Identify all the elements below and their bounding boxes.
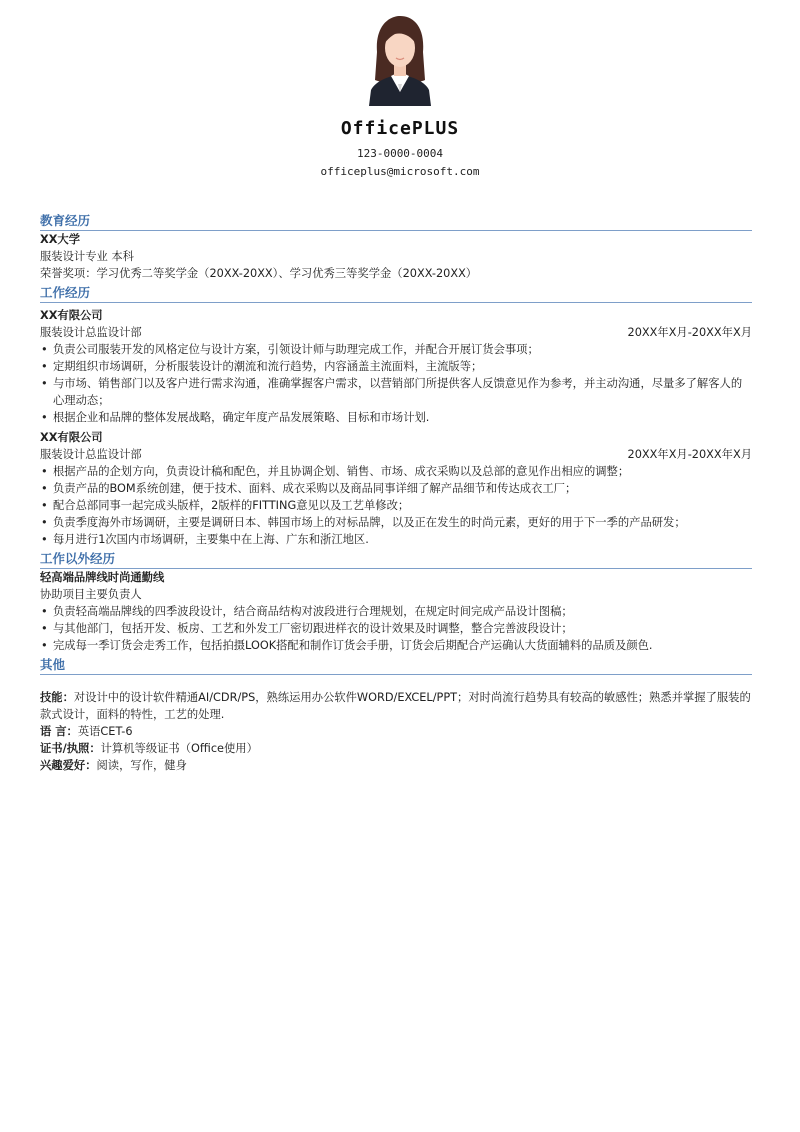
hobbies: [40, 757, 752, 774]
job-entry: [40, 307, 752, 426]
list-item: • 配合总部同事一起完成头版样，2版样的FITTING意见以及工艺单修改；: [40, 497, 752, 514]
company-name: XX有限公司: [40, 309, 103, 322]
certificates-text: 计算机等级证书（Office使用）: [100, 742, 258, 755]
major-degree: 服装设计专业 本科: [40, 250, 134, 263]
certificates-label: 证书/执照：: [40, 742, 101, 755]
honors: 荣誉奖项：学习优秀二等奖学金（20XX-20XX）、学习优秀三等奖学金（20XX-20XX）: [40, 267, 478, 280]
list-item: • 负责季度海外市场调研，主要是调研日本、韩国市场上的对标品牌，以及正在发生的时尚元素，更好的用于下一季的产品研发；: [40, 514, 752, 531]
job-position: 服装设计总监设计部: [40, 448, 142, 461]
section-title-other: 其他: [40, 657, 66, 672]
job-position: 服装设计总监设计部: [40, 326, 142, 339]
project-bullets: [40, 603, 752, 654]
list-item: • 与市场、销售部门以及客户进行需求沟通，准确掌握客户需求，以营销部门所提供客人反馈意见作为参考，并主动沟通，尽量多了解客人的心理动态；: [40, 375, 752, 409]
school-name: XX大学: [40, 233, 81, 246]
list-item: • 负责轻高端品牌线的四季波段设计，结合商品结构对波段进行合理规划，在规定时间完成产品设计图稿；: [40, 603, 752, 620]
list-item: • 每月进行1次国内市场调研，主要集中在上海、广东和浙江地区.: [40, 531, 752, 548]
certificates: [40, 740, 752, 757]
email-address: officeplus@microsoft.com: [320, 165, 480, 178]
language-text: 英语CET-6: [77, 725, 133, 738]
list-item: • 定期组织市场调研，分析服装设计的潮流和流行趋势，内容涵盖主流面料，主流版等；: [40, 358, 752, 375]
section-title-other-experience: 工作以外经历: [40, 551, 116, 566]
list-item: • 根据产品的企划方向，负责设计稿和配色，并且协调企划、销售、市场、成衣采购以及总部的意见作出相应的调整；: [40, 463, 752, 480]
female-avatar-icon: [365, 14, 435, 106]
job-bullets: [40, 463, 752, 548]
job-header: [40, 324, 752, 341]
candidate-name: OfficePLUS: [340, 118, 460, 139]
phone-number: 123-0000-0004: [356, 147, 444, 160]
job-entry: [40, 429, 752, 548]
language-label: 语 言：: [40, 725, 78, 738]
skills-label: 技能：: [40, 691, 74, 704]
skills-text: 对设计中的设计软件精通AI/CDR/PS，熟练运用办公软件WORD/EXCEL/PPT；对时尚流行趋势具有较高的敏感性；熟悉并掌握了服装的款式设计，面料的特性，工艺的处理.: [40, 691, 751, 721]
skills: [40, 689, 752, 723]
job-date: 20XX年X月-20XX年X月: [627, 326, 752, 339]
project-name: 轻高端品牌线时尚通勤线: [40, 571, 165, 584]
list-item: • 负责产品的BOM系统创建，便于技术、面料、成衣采购以及商品同事详细了解产品细节和传达成衣工厂；: [40, 480, 752, 497]
list-item: • 完成每一季订货会走秀工作，包括拍摄LOOK搭配和制作订货会手册，订货会后期配合产运确认大货面辅料的品质及颜色.: [40, 637, 752, 654]
hobbies-label: 兴趣爱好：: [40, 759, 97, 772]
list-item: • 根据企业和品牌的整体发展战略，确定年度产品发展策略、目标和市场计划.: [40, 409, 752, 426]
company-name: XX有限公司: [40, 431, 103, 444]
project-role: 协助项目主要负责人: [40, 588, 142, 601]
job-bullets: [40, 341, 752, 426]
resume-content: [40, 212, 752, 774]
section-title-work: 工作经历: [40, 285, 91, 300]
section-title-education: 教育经历: [40, 213, 91, 228]
job-date: 20XX年X月-20XX年X月: [627, 448, 752, 461]
hobbies-text: 阅读，写作，健身: [96, 759, 187, 772]
job-header: [40, 446, 752, 463]
list-item: • 与其他部门，包括开发、板房、工艺和外发工厂密切跟进样衣的设计效果及时调整，整合完善波段设计；: [40, 620, 752, 637]
list-item: • 负责公司服装开发的风格定位与设计方案，引领设计师与助理完成工作，并配合开展订货会事项；: [40, 341, 752, 358]
language: [40, 723, 752, 740]
